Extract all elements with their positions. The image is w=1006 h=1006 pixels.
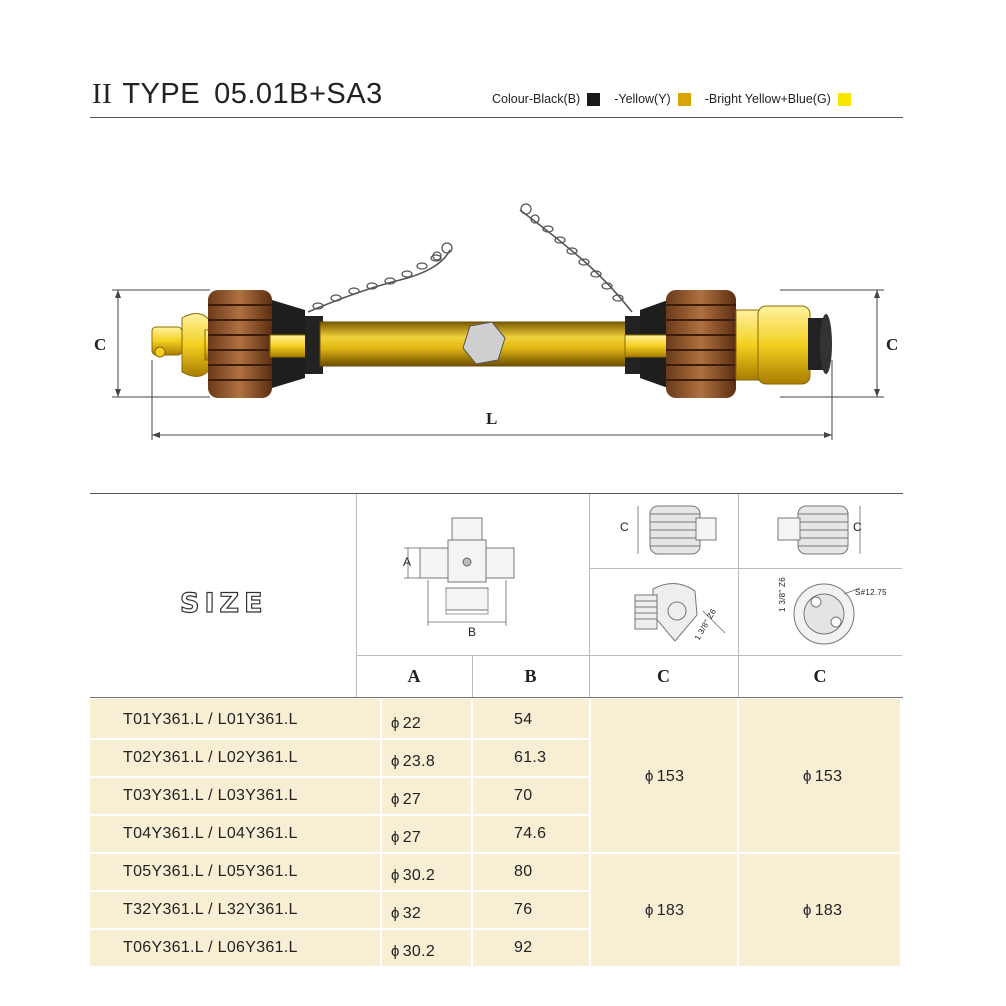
grid-line [356,655,902,656]
c2-group-1: ϕ 153 [803,768,843,785]
size-title: SIZE [180,588,268,619]
model-cell: T04Y361.L / L04Y361.L [123,825,298,842]
b-cell: 70 [514,787,533,804]
a-cell: ϕ 32 [391,905,422,922]
b-cell: 80 [514,863,533,880]
bore-spec-label: S#12.75 [855,588,887,597]
grid-line [589,568,902,569]
dim-c-right: C [886,335,899,354]
a-cell: ϕ 30.2 [391,867,436,884]
a-cell: ϕ 27 [391,791,422,808]
c1-group-2: ϕ 183 [645,902,685,919]
a-cell: ϕ 30.2 [391,943,436,960]
bore-diagram [777,572,880,652]
grid-line [589,699,591,966]
a-cell: ϕ 22 [391,715,422,732]
bore-spline-label: 1 3/8" Z6 [777,577,787,612]
model-cell: T05Y361.L / L05Y361.L [123,863,298,880]
type-roman-numeral: II [92,78,113,110]
model-cell: T01Y361.L / L01Y361.L [123,711,298,728]
model-cell: T06Y361.L / L06Y361.L [123,939,298,956]
row-separator [90,928,589,930]
b-cell: 74.6 [514,825,547,842]
b-cell: 92 [514,939,533,956]
yoke-spec-label: 1 3/8" Z6 [692,607,719,642]
model-cell: T02Y361.L / L02Y361.L [123,749,298,766]
model-cell: T03Y361.L / L03Y361.L [123,787,298,804]
row-separator [90,852,900,854]
row-separator [90,814,589,816]
shield-label-c1: C [620,520,629,534]
column-header-c1: C [657,666,670,686]
shield-diagram-left [630,500,730,560]
type-label: TYPE [122,78,201,110]
legend-label: -Bright Yellow+Blue(G) [704,92,831,106]
c2-group-2: ϕ 183 [803,902,843,919]
safety-chains [308,210,632,312]
column-header-b: B [524,666,537,686]
b-cell: 54 [514,711,533,728]
left-bellows-shield [208,290,325,398]
row-separator [90,776,589,778]
model-number: 05.01B+SA3 [214,78,383,110]
grid-line [737,699,739,966]
splined-yoke-diagram [625,575,735,650]
a-cell: ϕ 27 [391,829,422,846]
b-cell: 61.3 [514,749,547,766]
column-header-a: A [407,666,421,686]
right-overrunning-clutch [736,306,832,384]
cross-label-b: B [468,625,477,639]
dim-c-left: C [94,335,107,354]
row-separator [90,890,589,892]
a-cell: ϕ 23.8 [391,753,436,770]
cross-label-a: A [403,555,412,569]
grid-line [90,697,903,698]
pto-shaft-drawing [0,0,1006,480]
column-header-c2: C [813,666,827,686]
dim-l: L [486,409,498,428]
right-bellows-shield [625,290,736,398]
b-cell: 76 [514,901,533,918]
legend-label: Colour-Black(B) [492,92,581,106]
model-cell: T32Y361.L / L32Y361.L [123,901,298,918]
c1-group-1: ϕ 153 [645,768,685,785]
row-separator [90,738,589,740]
legend-label: -Yellow(Y) [614,92,671,106]
cross-journal-diagram [400,510,540,640]
shield-label-c2: C [853,520,862,534]
table-top-rule [90,493,903,494]
